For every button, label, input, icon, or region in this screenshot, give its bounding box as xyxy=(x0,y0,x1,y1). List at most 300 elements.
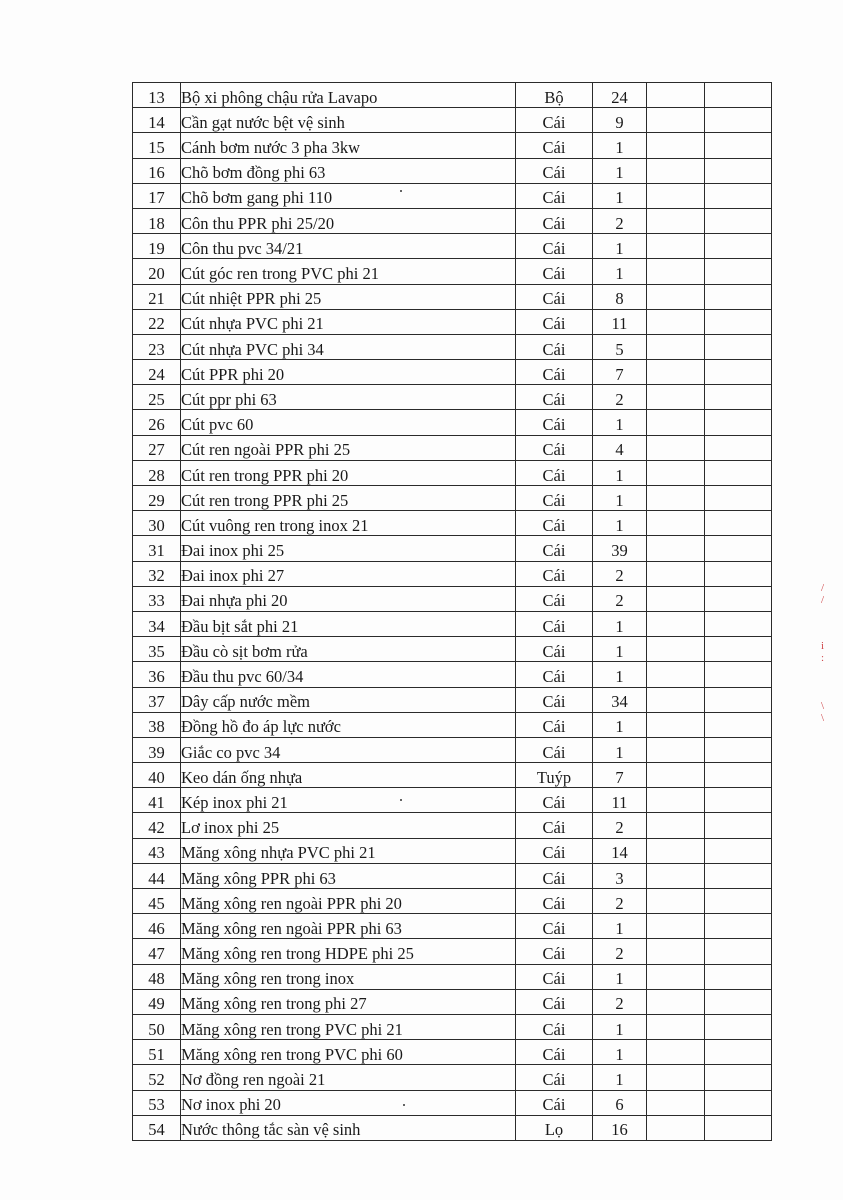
empty-cell xyxy=(647,687,705,712)
row-number-cell: 30 xyxy=(133,511,181,536)
quantity-cell: 1 xyxy=(593,1014,647,1039)
quantity-cell: 34 xyxy=(593,687,647,712)
quantity-cell: 1 xyxy=(593,133,647,158)
row-number-cell: 25 xyxy=(133,385,181,410)
empty-cell xyxy=(647,914,705,939)
empty-cell xyxy=(705,1065,772,1090)
unit-cell: Cái xyxy=(516,964,593,989)
row-number-cell: 16 xyxy=(133,158,181,183)
quantity-cell: 1 xyxy=(593,158,647,183)
empty-cell xyxy=(647,611,705,636)
empty-cell xyxy=(705,586,772,611)
empty-cell xyxy=(647,108,705,133)
item-name-cell: Cút nhựa PVC phi 34 xyxy=(181,334,516,359)
row-number-cell: 19 xyxy=(133,234,181,259)
empty-cell xyxy=(705,611,772,636)
unit-cell: Cái xyxy=(516,536,593,561)
unit-cell: Cái xyxy=(516,611,593,636)
unit-cell: Cái xyxy=(516,284,593,309)
table-row xyxy=(133,939,772,964)
empty-cell xyxy=(647,1090,705,1115)
item-name-cell: Cút ren ngoài PPR phi 25 xyxy=(181,435,516,460)
item-name-cell: Keo dán ống nhựa xyxy=(181,763,516,788)
empty-cell xyxy=(705,435,772,460)
row-number-cell: 48 xyxy=(133,964,181,989)
item-name-cell: Chõ bơm đồng phi 63 xyxy=(181,158,516,183)
item-name-cell: Nơ đồng ren ngoài 21 xyxy=(181,1065,516,1090)
empty-cell xyxy=(705,83,772,108)
quantity-cell: 9 xyxy=(593,108,647,133)
quantity-cell: 1 xyxy=(593,964,647,989)
item-name-cell: Măng xông ren ngoài PPR phi 20 xyxy=(181,889,516,914)
scan-speck xyxy=(400,190,402,192)
unit-cell: Cái xyxy=(516,687,593,712)
row-number-cell: 34 xyxy=(133,611,181,636)
empty-cell xyxy=(705,788,772,813)
row-number-cell: 43 xyxy=(133,838,181,863)
empty-cell xyxy=(705,536,772,561)
empty-cell xyxy=(705,813,772,838)
unit-cell: Cái xyxy=(516,360,593,385)
unit-cell: Cái xyxy=(516,511,593,536)
item-name-cell: Cần gạt nước bệt vệ sinh xyxy=(181,108,516,133)
table-row xyxy=(133,561,772,586)
unit-cell: Cái xyxy=(516,737,593,762)
item-name-cell: Đai inox phi 27 xyxy=(181,561,516,586)
item-name-cell: Giắc co pvc 34 xyxy=(181,737,516,762)
row-number-cell: 44 xyxy=(133,863,181,888)
table-row xyxy=(133,687,772,712)
unit-cell: Cái xyxy=(516,486,593,511)
row-number-cell: 21 xyxy=(133,284,181,309)
unit-cell: Cái xyxy=(516,561,593,586)
empty-cell xyxy=(705,511,772,536)
empty-cell xyxy=(647,788,705,813)
table-row xyxy=(133,813,772,838)
unit-cell: Cái xyxy=(516,208,593,233)
item-name-cell: Cút góc ren trong PVC phi 21 xyxy=(181,259,516,284)
empty-cell xyxy=(705,637,772,662)
quantity-cell: 1 xyxy=(593,611,647,636)
empty-cell xyxy=(705,460,772,485)
table-row xyxy=(133,234,772,259)
empty-cell xyxy=(647,208,705,233)
item-name-cell: Bộ xi phông chậu rửa Lavapo xyxy=(181,83,516,108)
empty-cell xyxy=(705,158,772,183)
quantity-cell: 7 xyxy=(593,360,647,385)
unit-cell: Cái xyxy=(516,108,593,133)
row-number-cell: 38 xyxy=(133,712,181,737)
unit-cell: Cái xyxy=(516,410,593,435)
row-number-cell: 39 xyxy=(133,737,181,762)
row-number-cell: 37 xyxy=(133,687,181,712)
row-number-cell: 27 xyxy=(133,435,181,460)
item-name-cell: Cút nhiệt PPR phi 25 xyxy=(181,284,516,309)
row-number-cell: 53 xyxy=(133,1090,181,1115)
unit-cell: Cái xyxy=(516,939,593,964)
row-number-cell: 18 xyxy=(133,208,181,233)
empty-cell xyxy=(705,1014,772,1039)
empty-cell xyxy=(647,460,705,485)
empty-cell xyxy=(647,133,705,158)
empty-cell xyxy=(705,410,772,435)
item-name-cell: Kép inox phi 21 xyxy=(181,788,516,813)
quantity-cell: 1 xyxy=(593,410,647,435)
margin-pen-mark: / / xyxy=(821,582,825,606)
quantity-cell: 2 xyxy=(593,208,647,233)
empty-cell xyxy=(705,561,772,586)
unit-cell: Cái xyxy=(516,259,593,284)
empty-cell xyxy=(647,712,705,737)
quantity-cell: 1 xyxy=(593,1065,647,1090)
quantity-cell: 1 xyxy=(593,486,647,511)
row-number-cell: 49 xyxy=(133,989,181,1014)
unit-cell: Bộ xyxy=(516,83,593,108)
empty-cell xyxy=(705,385,772,410)
item-name-cell: Măng xông ren trong phi 27 xyxy=(181,989,516,1014)
empty-cell xyxy=(647,385,705,410)
empty-cell xyxy=(647,863,705,888)
empty-cell xyxy=(647,511,705,536)
table-row xyxy=(133,460,772,485)
row-number-cell: 45 xyxy=(133,889,181,914)
table-row xyxy=(133,863,772,888)
item-name-cell: Cút ren trong PPR phi 25 xyxy=(181,486,516,511)
item-name-cell: Chõ bơm gang phi 110 xyxy=(181,183,516,208)
row-number-cell: 17 xyxy=(133,183,181,208)
quantity-cell: 2 xyxy=(593,561,647,586)
unit-cell: Cái xyxy=(516,234,593,259)
empty-cell xyxy=(705,486,772,511)
table-row xyxy=(133,158,772,183)
item-name-cell: Cánh bơm nước 3 pha 3kw xyxy=(181,133,516,158)
table-row xyxy=(133,611,772,636)
quantity-cell: 6 xyxy=(593,1090,647,1115)
item-name-cell: Đai inox phi 25 xyxy=(181,536,516,561)
table-row xyxy=(133,1014,772,1039)
table-row xyxy=(133,486,772,511)
empty-cell xyxy=(647,838,705,863)
empty-cell xyxy=(705,108,772,133)
item-name-cell: Côn thu pvc 34/21 xyxy=(181,234,516,259)
quantity-cell: 1 xyxy=(593,1040,647,1065)
empty-cell xyxy=(705,889,772,914)
row-number-cell: 54 xyxy=(133,1115,181,1140)
quantity-cell: 1 xyxy=(593,234,647,259)
unit-cell: Cái xyxy=(516,1090,593,1115)
quantity-cell: 2 xyxy=(593,586,647,611)
table-row xyxy=(133,1090,772,1115)
item-name-cell: Đầu cò sịt bơm rửa xyxy=(181,637,516,662)
empty-cell xyxy=(705,989,772,1014)
empty-cell xyxy=(647,939,705,964)
unit-cell: Tuýp xyxy=(516,763,593,788)
table-row xyxy=(133,259,772,284)
unit-cell: Cái xyxy=(516,863,593,888)
table-row xyxy=(133,309,772,334)
quantity-cell: 1 xyxy=(593,712,647,737)
item-name-cell: Lơ inox phi 25 xyxy=(181,813,516,838)
row-number-cell: 52 xyxy=(133,1065,181,1090)
row-number-cell: 40 xyxy=(133,763,181,788)
empty-cell xyxy=(647,1065,705,1090)
table-row xyxy=(133,360,772,385)
item-name-cell: Cút pvc 60 xyxy=(181,410,516,435)
unit-cell: Cái xyxy=(516,435,593,460)
empty-cell xyxy=(647,486,705,511)
table-row xyxy=(133,183,772,208)
item-name-cell: Cút vuông ren trong inox 21 xyxy=(181,511,516,536)
unit-cell: Cái xyxy=(516,838,593,863)
empty-cell xyxy=(647,989,705,1014)
table-row xyxy=(133,838,772,863)
quantity-cell: 1 xyxy=(593,662,647,687)
empty-cell xyxy=(705,1090,772,1115)
row-number-cell: 35 xyxy=(133,637,181,662)
table-row xyxy=(133,385,772,410)
empty-cell xyxy=(647,536,705,561)
row-number-cell: 31 xyxy=(133,536,181,561)
quantity-cell: 8 xyxy=(593,284,647,309)
quantity-cell: 11 xyxy=(593,788,647,813)
table-row xyxy=(133,763,772,788)
empty-cell xyxy=(705,284,772,309)
table-row xyxy=(133,536,772,561)
row-number-cell: 33 xyxy=(133,586,181,611)
empty-cell xyxy=(705,939,772,964)
item-name-cell: Nơ inox phi 20 xyxy=(181,1090,516,1115)
empty-cell xyxy=(647,334,705,359)
unit-cell: Cái xyxy=(516,1040,593,1065)
item-name-cell: Đồng hồ đo áp lực nước xyxy=(181,712,516,737)
table-row xyxy=(133,989,772,1014)
quantity-cell: 1 xyxy=(593,511,647,536)
item-name-cell: Côn thu PPR phi 25/20 xyxy=(181,208,516,233)
table-row xyxy=(133,133,772,158)
item-name-cell: Măng xông ren trong PVC phi 60 xyxy=(181,1040,516,1065)
empty-cell xyxy=(647,561,705,586)
empty-cell xyxy=(647,435,705,460)
unit-cell: Cái xyxy=(516,813,593,838)
quantity-cell: 16 xyxy=(593,1115,647,1140)
unit-cell: Cái xyxy=(516,914,593,939)
row-number-cell: 32 xyxy=(133,561,181,586)
item-name-cell: Măng xông ren trong inox xyxy=(181,964,516,989)
unit-cell: Cái xyxy=(516,712,593,737)
row-number-cell: 41 xyxy=(133,788,181,813)
empty-cell xyxy=(647,410,705,435)
empty-cell xyxy=(647,1115,705,1140)
item-name-cell: Măng xông ren ngoài PPR phi 63 xyxy=(181,914,516,939)
row-number-cell: 14 xyxy=(133,108,181,133)
table-row xyxy=(133,435,772,460)
empty-cell xyxy=(647,637,705,662)
row-number-cell: 15 xyxy=(133,133,181,158)
quantity-cell: 14 xyxy=(593,838,647,863)
empty-cell xyxy=(705,183,772,208)
row-number-cell: 22 xyxy=(133,309,181,334)
empty-cell xyxy=(705,334,772,359)
empty-cell xyxy=(705,1115,772,1140)
quantity-cell: 3 xyxy=(593,863,647,888)
empty-cell xyxy=(647,1014,705,1039)
empty-cell xyxy=(705,737,772,762)
row-number-cell: 26 xyxy=(133,410,181,435)
item-name-cell: Đầu bịt sắt phi 21 xyxy=(181,611,516,636)
item-name-cell: Cút PPR phi 20 xyxy=(181,360,516,385)
empty-cell xyxy=(647,813,705,838)
unit-cell: Cái xyxy=(516,334,593,359)
item-name-cell: Đầu thu pvc 60/34 xyxy=(181,662,516,687)
table-row xyxy=(133,889,772,914)
empty-cell xyxy=(705,133,772,158)
quantity-cell: 1 xyxy=(593,183,647,208)
item-name-cell: Măng xông ren trong HDPE phi 25 xyxy=(181,939,516,964)
empty-cell xyxy=(705,1040,772,1065)
margin-pen-mark: i : xyxy=(821,640,825,664)
table-row xyxy=(133,662,772,687)
quantity-cell: 2 xyxy=(593,939,647,964)
table-row xyxy=(133,637,772,662)
empty-cell xyxy=(705,360,772,385)
unit-cell: Cái xyxy=(516,889,593,914)
row-number-cell: 50 xyxy=(133,1014,181,1039)
empty-cell xyxy=(647,360,705,385)
table-row xyxy=(133,1040,772,1065)
empty-cell xyxy=(705,914,772,939)
empty-cell xyxy=(705,662,772,687)
table-row xyxy=(133,737,772,762)
quantity-cell: 4 xyxy=(593,435,647,460)
empty-cell xyxy=(647,259,705,284)
table-row xyxy=(133,1065,772,1090)
margin-pen-mark: \ \ xyxy=(821,700,825,724)
empty-cell xyxy=(647,183,705,208)
unit-cell: Cái xyxy=(516,1014,593,1039)
empty-cell xyxy=(705,712,772,737)
empty-cell xyxy=(647,662,705,687)
row-number-cell: 13 xyxy=(133,83,181,108)
empty-cell xyxy=(705,763,772,788)
empty-cell xyxy=(705,964,772,989)
unit-cell: Cái xyxy=(516,183,593,208)
row-number-cell: 23 xyxy=(133,334,181,359)
empty-cell xyxy=(705,838,772,863)
quantity-cell: 2 xyxy=(593,385,647,410)
quantity-cell: 1 xyxy=(593,914,647,939)
row-number-cell: 42 xyxy=(133,813,181,838)
item-name-cell: Dây cấp nước mềm xyxy=(181,687,516,712)
empty-cell xyxy=(647,586,705,611)
unit-cell: Cái xyxy=(516,662,593,687)
row-number-cell: 20 xyxy=(133,259,181,284)
empty-cell xyxy=(705,259,772,284)
empty-cell xyxy=(647,964,705,989)
empty-cell xyxy=(705,234,772,259)
row-number-cell: 28 xyxy=(133,460,181,485)
unit-cell: Cái xyxy=(516,1065,593,1090)
item-name-cell: Cút ppr phi 63 xyxy=(181,385,516,410)
unit-cell: Cái xyxy=(516,133,593,158)
empty-cell xyxy=(705,309,772,334)
table-row xyxy=(133,83,772,108)
row-number-cell: 47 xyxy=(133,939,181,964)
unit-cell: Cái xyxy=(516,385,593,410)
empty-cell xyxy=(647,737,705,762)
item-name-cell: Nước thông tắc sàn vệ sinh xyxy=(181,1115,516,1140)
item-name-cell: Măng xông PPR phi 63 xyxy=(181,863,516,888)
table-row xyxy=(133,511,772,536)
quantity-cell: 1 xyxy=(593,259,647,284)
item-name-cell: Măng xông nhựa PVC phi 21 xyxy=(181,838,516,863)
scan-speck xyxy=(400,799,402,801)
row-number-cell: 46 xyxy=(133,914,181,939)
table-row xyxy=(133,964,772,989)
unit-cell: Cái xyxy=(516,586,593,611)
unit-cell: Cái xyxy=(516,788,593,813)
empty-cell xyxy=(647,158,705,183)
item-name-cell: Cút ren trong PPR phi 20 xyxy=(181,460,516,485)
quantity-cell: 2 xyxy=(593,813,647,838)
empty-cell xyxy=(647,889,705,914)
empty-cell xyxy=(647,309,705,334)
empty-cell xyxy=(705,208,772,233)
empty-cell xyxy=(705,687,772,712)
unit-cell: Lọ xyxy=(516,1115,593,1140)
row-number-cell: 24 xyxy=(133,360,181,385)
materials-table xyxy=(132,82,772,1141)
empty-cell xyxy=(647,763,705,788)
quantity-cell: 24 xyxy=(593,83,647,108)
quantity-cell: 39 xyxy=(593,536,647,561)
quantity-cell: 11 xyxy=(593,309,647,334)
table-row xyxy=(133,788,772,813)
table-row xyxy=(133,108,772,133)
row-number-cell: 29 xyxy=(133,486,181,511)
unit-cell: Cái xyxy=(516,309,593,334)
unit-cell: Cái xyxy=(516,460,593,485)
empty-cell xyxy=(647,234,705,259)
item-name-cell: Măng xông ren trong PVC phi 21 xyxy=(181,1014,516,1039)
scan-speck xyxy=(403,1104,405,1106)
empty-cell xyxy=(647,1040,705,1065)
row-number-cell: 51 xyxy=(133,1040,181,1065)
table-row xyxy=(133,284,772,309)
empty-cell xyxy=(647,83,705,108)
quantity-cell: 1 xyxy=(593,737,647,762)
table-row xyxy=(133,334,772,359)
unit-cell: Cái xyxy=(516,158,593,183)
quantity-cell: 5 xyxy=(593,334,647,359)
table-row xyxy=(133,712,772,737)
quantity-cell: 7 xyxy=(593,763,647,788)
table-row xyxy=(133,914,772,939)
table-row xyxy=(133,410,772,435)
row-number-cell: 36 xyxy=(133,662,181,687)
unit-cell: Cái xyxy=(516,989,593,1014)
quantity-cell: 1 xyxy=(593,460,647,485)
table-row xyxy=(133,1115,772,1140)
quantity-cell: 2 xyxy=(593,989,647,1014)
empty-cell xyxy=(705,863,772,888)
materials-table-body xyxy=(133,83,772,1141)
table-row xyxy=(133,208,772,233)
quantity-cell: 1 xyxy=(593,637,647,662)
empty-cell xyxy=(647,284,705,309)
item-name-cell: Đai nhựa phi 20 xyxy=(181,586,516,611)
item-name-cell: Cút nhựa PVC phi 21 xyxy=(181,309,516,334)
unit-cell: Cái xyxy=(516,637,593,662)
